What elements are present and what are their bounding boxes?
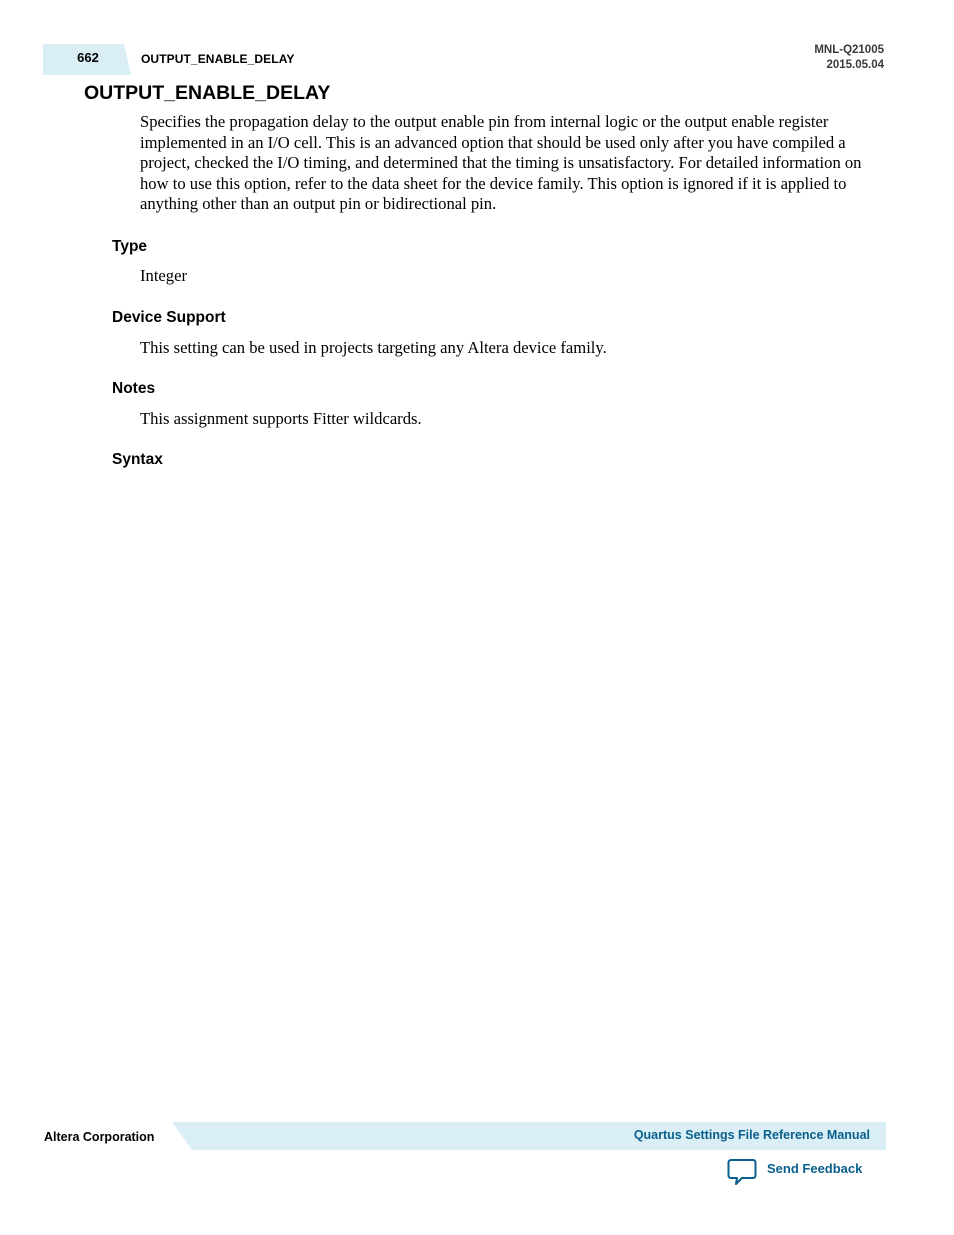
footer-manual-link[interactable]: Quartus Settings File Reference Manual <box>633 1128 870 1142</box>
document-date: 2015.05.04 <box>826 59 884 71</box>
syntax-heading: Syntax <box>112 451 163 468</box>
document-meta <box>814 43 884 73</box>
send-feedback-link[interactable] <box>727 1158 862 1186</box>
page-title: OUTPUT_ENABLE_DELAY <box>84 82 331 104</box>
document-id: MNL-Q21005 <box>814 44 884 56</box>
type-value: Integer <box>140 266 187 285</box>
page-number: 662 <box>77 50 99 65</box>
type-heading: Type <box>112 238 148 255</box>
device-support-text: This setting can be used in projects targeting any Altera device family. <box>140 338 607 357</box>
footer-company: Altera Corporation <box>44 1130 155 1144</box>
notes-heading: Notes <box>112 380 156 397</box>
speech-bubble-icon[interactable] <box>727 1158 757 1186</box>
device-support-heading: Device Support <box>112 309 226 326</box>
notes-text: This assignment supports Fitter wildcards. <box>140 409 422 428</box>
send-feedback-label[interactable]: Send Feedback <box>767 1161 863 1176</box>
description-paragraph: Specifies the propagation delay to the output enable pin from internal logic or the output enable register implemented in an I/O cell. This is an advanced option that should be used only after you have compiled a project, checked the I/O timing, and determined that the timing is unsatisfactory. For detailed information on how to use this option, refer to the data sheet for the device family. This option is ignored if it is applied to anything other than an output pin or bidirectional pin. <box>140 112 862 214</box>
running-header-title: OUTPUT_ENABLE_DELAY <box>141 52 295 66</box>
